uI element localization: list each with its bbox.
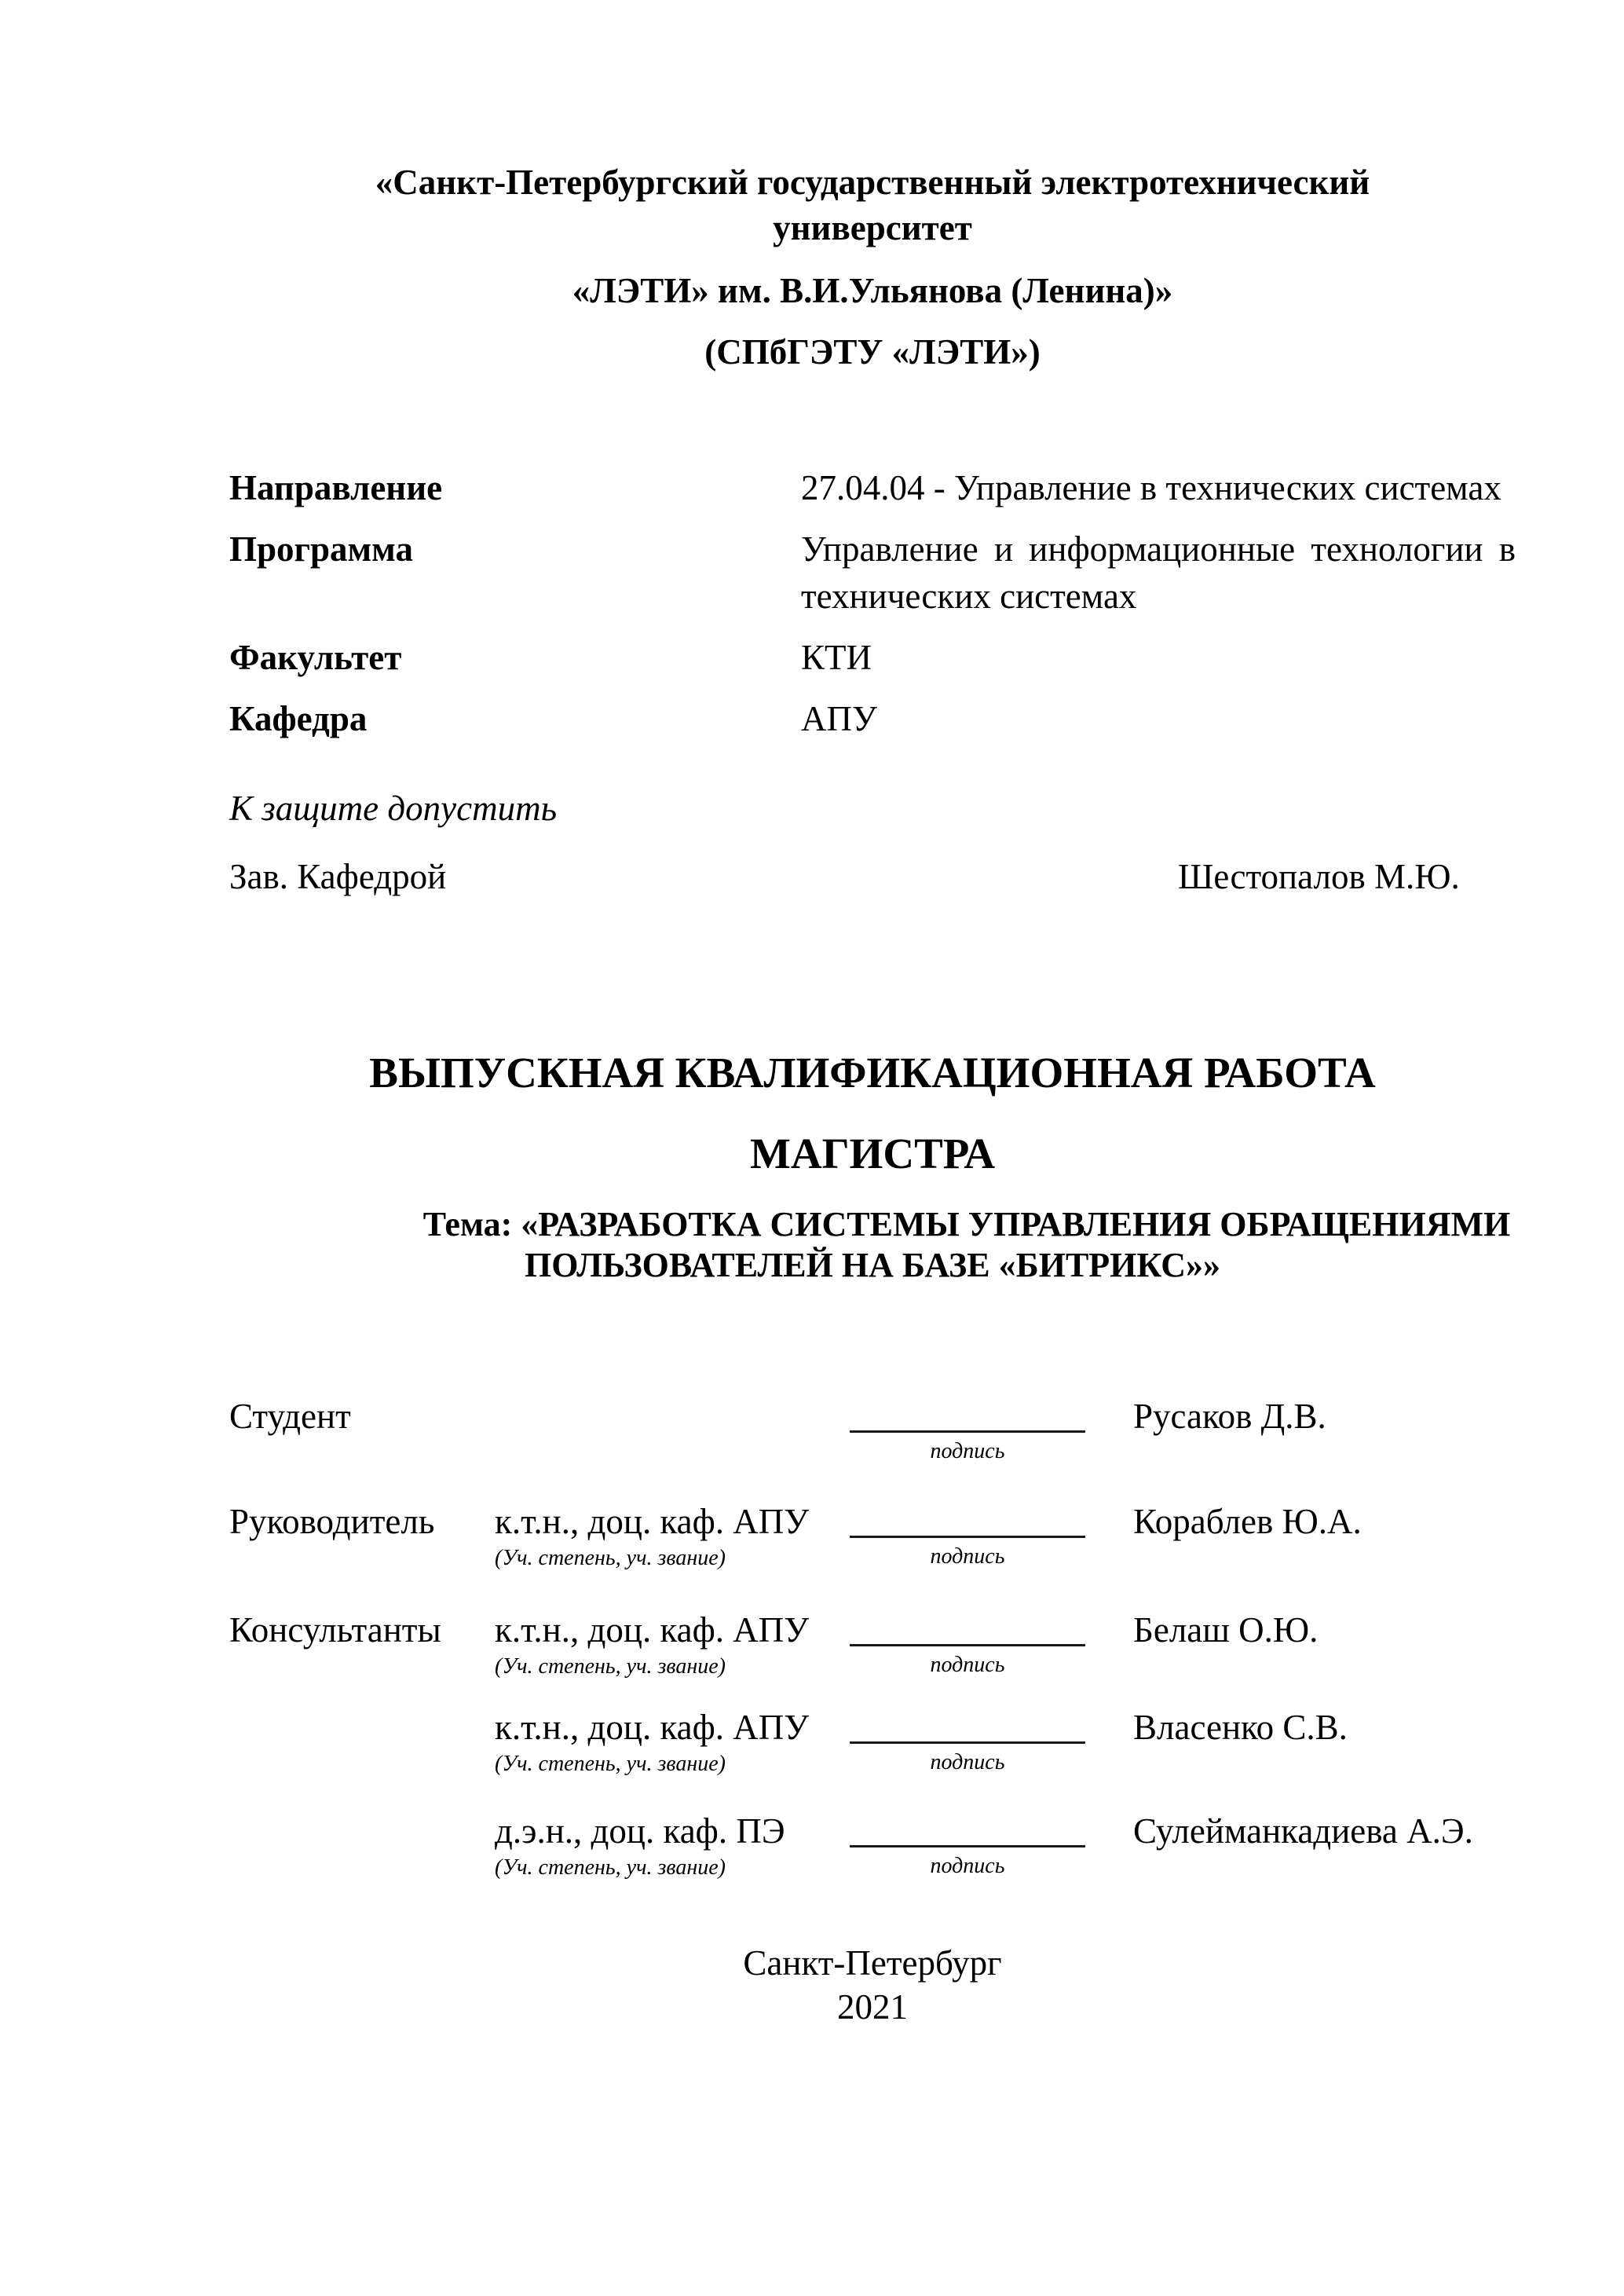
consultant-1-degree-cell <box>495 1606 850 1680</box>
university-name-line3: «ЛЭТИ» им. В.И.Ульянова (Ленина)» <box>572 271 1173 310</box>
signature-row-consultant-1 <box>229 1606 1516 1680</box>
info-row-department <box>229 695 1516 742</box>
university-name-line1: «Санкт-Петербургский государственный электротехнический <box>375 163 1370 202</box>
consultant-1-signature-line <box>850 1644 1085 1646</box>
footer-year: 2021 <box>837 1987 908 2027</box>
program-info-block <box>229 464 1516 742</box>
info-row-direction <box>229 464 1516 511</box>
university-abbreviation: (СПбГЭТУ «ЛЭТИ») <box>704 332 1041 372</box>
footer <box>229 1941 1516 2029</box>
signature-row-consultant-3 <box>229 1807 1516 1881</box>
consultant-1-signature-caption: подпись <box>930 1653 1005 1677</box>
work-title-line1: ВЫПУСКНАЯ КВАЛИФИКАЦИОННАЯ РАБОТА <box>369 1049 1376 1097</box>
consultants-role-label: Консультанты <box>229 1610 441 1650</box>
info-row-program <box>229 525 1516 620</box>
supervisor-signature-line <box>850 1536 1085 1538</box>
page-content <box>229 0 1516 2029</box>
supervisor-name: Кораблев Ю.А. <box>1133 1502 1362 1541</box>
student-signature-line <box>850 1430 1085 1433</box>
consultant-1-name: Белаш О.Ю. <box>1133 1610 1319 1650</box>
consultant-3-signature-caption: подпись <box>930 1854 1005 1878</box>
admission-note: К защите допустить <box>229 789 558 828</box>
university-header <box>229 159 1516 375</box>
program-label: Программа <box>229 529 413 569</box>
direction-label: Направление <box>229 468 443 507</box>
consultant-3-name: Сулейманкадиева А.Э. <box>1133 1811 1473 1851</box>
department-head-label: Зав. Кафедрой <box>229 857 447 896</box>
faculty-value: КТИ <box>801 638 872 677</box>
university-name-line2: университет <box>773 208 972 247</box>
consultant-3-signature-line <box>850 1845 1085 1847</box>
consultant-3-degree: д.э.н., доц. каф. ПЭ <box>495 1811 785 1851</box>
signatures-block <box>229 1393 1516 1881</box>
footer-city: Санкт-Петербург <box>743 1943 1002 1983</box>
department-head-name: Шестопалов М.Ю. <box>1178 857 1460 896</box>
consultant-1-degree: к.т.н., доц. каф. АПУ <box>495 1610 810 1650</box>
consultant-3-degree-cell <box>495 1807 850 1881</box>
work-theme: Тема: «РАЗРАБОТКА СИСТЕМЫ УПРАВЛЕНИЯ ОБРАЩЕНИЯМИ ПОЛЬЗОВАТЕЛЕЙ НА БАЗЕ «БИТРИКС»» <box>422 1205 1511 1284</box>
supervisor-signature-cell <box>850 1498 1133 1570</box>
program-value: Управление и информационные технологии в технических системах <box>801 529 1516 616</box>
consultant-2-degree-caption: (Уч. степень, уч. звание) <box>495 1752 726 1776</box>
admission-block <box>229 785 1516 900</box>
student-role-label: Студент <box>229 1397 351 1436</box>
student-signature-caption: подпись <box>930 1439 1005 1463</box>
consultant-1-signature-cell <box>850 1606 1133 1679</box>
consultant-2-degree-cell <box>495 1704 850 1778</box>
consultant-2-signature-line <box>850 1741 1085 1744</box>
admission-row <box>229 853 1516 900</box>
student-signature-cell <box>850 1393 1133 1465</box>
supervisor-signature-caption: подпись <box>930 1544 1005 1569</box>
consultant-2-signature-caption: подпись <box>930 1750 1005 1774</box>
department-value: АПУ <box>801 699 877 738</box>
signature-row-consultant-2 <box>229 1704 1516 1778</box>
work-title-line2: МАГИСТРА <box>749 1130 996 1177</box>
supervisor-degree-cell <box>495 1498 850 1572</box>
signature-row-student <box>229 1393 1516 1465</box>
department-label: Кафедра <box>229 699 368 738</box>
direction-value: 27.04.04 - Управление в технических системах <box>801 468 1501 507</box>
consultant-1-degree-caption: (Уч. степень, уч. звание) <box>495 1654 726 1679</box>
supervisor-degree-caption: (Уч. степень, уч. звание) <box>495 1546 726 1570</box>
consultant-2-degree: к.т.н., доц. каф. АПУ <box>495 1708 810 1747</box>
student-name: Русаков Д.В. <box>1133 1397 1326 1436</box>
supervisor-degree: к.т.н., доц. каф. АПУ <box>495 1502 810 1541</box>
consultant-2-signature-cell <box>850 1704 1133 1776</box>
faculty-label: Факультет <box>229 638 402 677</box>
consultant-3-signature-cell <box>850 1807 1133 1880</box>
consultant-2-name: Власенко С.В. <box>1133 1708 1348 1747</box>
supervisor-role-label: Руководитель <box>229 1502 435 1541</box>
info-row-faculty <box>229 634 1516 681</box>
consultant-3-degree-caption: (Уч. степень, уч. звание) <box>495 1855 726 1880</box>
signature-row-supervisor <box>229 1498 1516 1572</box>
